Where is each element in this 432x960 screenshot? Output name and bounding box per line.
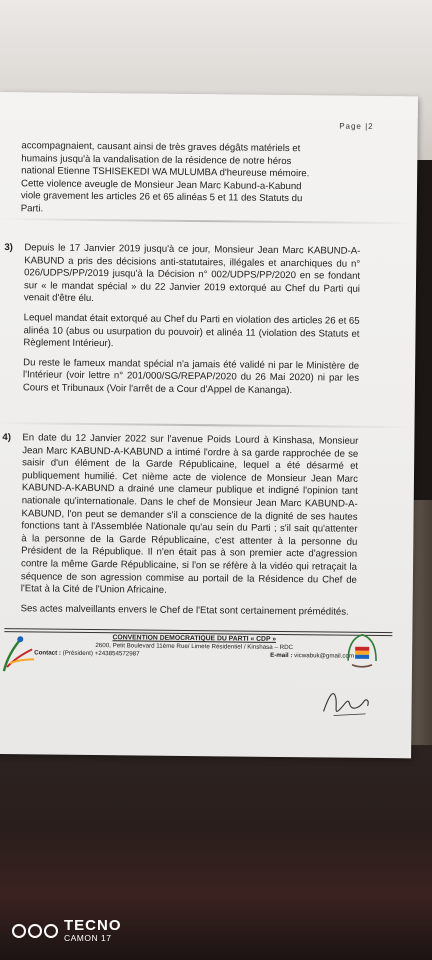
paper-fold-line xyxy=(0,422,415,428)
footer-organization: CONVENTION DEMOCRATIQUE DU PARTI « CDP » xyxy=(112,634,277,643)
intro-line: humains jusqu'à la vandalisation de la résidence de notre héros xyxy=(21,152,292,167)
party-emblem-right-icon xyxy=(344,631,380,671)
handwritten-signature-icon xyxy=(319,685,373,720)
list-item-4 xyxy=(2,432,362,618)
intro-line: Parti. xyxy=(20,203,44,215)
footer-address: 2600, Petit Boulevard 11ème Rue/ Limete Résidentiel / Kinshasa – RDC xyxy=(95,642,294,652)
list-item-3 xyxy=(4,242,364,397)
item-paragraph: Du reste le fameux mandat spécial n'a jamais été validé ni par le Ministère de l'Intérieur (voir lettre n° 201/000/SG/REPAP/2020 du 26 Mai 2020) ni par les Cours et Tribunaux (Voir l'arrêt de a Cour d'Appel de Kananga). xyxy=(22,357,360,397)
item-number: 4) xyxy=(2,432,11,444)
footer-email: E-mail : vicwabuk@gmail.com xyxy=(270,651,355,660)
intro-line: accompagnaient, causant ainsi de très graves dégâts matériels et xyxy=(21,140,301,155)
item-paragraph: Depuis le 17 Janvier 2019 jusqu'à ce jour, Monsieur Jean Marc KABUND-A-KABUND a pris des décisions anti-statutaires, illégales et anarchiques du n° 026/UDPS/PP/2019 jusqu'à la Décision n° 002/UDPS/PP/2020 en se fondant sur « le mandat spécial » du 22 Janvier 2019 extorqué au Chef du Parti qui venait d'être élu. xyxy=(23,242,361,305)
watermark-brand: TECNO xyxy=(64,917,122,934)
item-paragraph: Lequel mandat était extorqué au Chef du Parti en violation des articles 26 et 65 alinéa 10 (abus ou usurpation du pouvoir) et alinéa 11 (violation des Statuts et Règlement Intérieur). xyxy=(23,312,360,350)
watermark-model: CAMON 17 xyxy=(64,933,112,943)
document-page xyxy=(0,92,418,758)
footer-contact-block xyxy=(34,633,354,660)
item-number: 3) xyxy=(4,242,13,254)
intro-line: Cette violence aveugle de Monsieur Jean Marc Kabund-a-Kabund xyxy=(20,178,302,192)
footer-contact: Contact : (Président) +243854572987 xyxy=(34,649,140,658)
item-body xyxy=(20,432,358,626)
camera-lens-icon xyxy=(12,924,58,938)
party-logo-left-icon xyxy=(0,627,38,675)
camera-watermark xyxy=(12,918,122,943)
intro-line: national Etienne TSHISEKEDI WA MULUMBA d'heureuse mémoire. xyxy=(21,165,310,180)
paper-fold-line xyxy=(0,218,417,224)
intro-line: viole gravement les articles 26 et 65 alinéas 5 et 11 des Statuts du xyxy=(20,190,303,205)
item-paragraph: Ses actes malveillants envers le Chef de l'Etat sont certainement prémédités. xyxy=(20,602,349,618)
item-paragraph: En date du 12 Janvier 2022 sur l'avenue Poids Lourd à Kinshasa, Monsieur Jean Marc KABUND-A-KABUND a intimé l'ordre à sa garde rapprochée de se saisir d'un élément de la Garde Républicaine, lequel a été désarmé et publiquement humilié. Cet nième acte de violence de Monsieur Jean Marc KABUND-A-KABUND a drainé une clameur publique et indigné l'opinion tant nationale qu'internationale. Dans le chef de Monsieur Jean Marc KABUND-A-KABUND, l'on peut se demander s'il a conscience de la dignité de ses hautes fonctions tant à l'Assemblée Nationale qu'au sein du Parti ; s'il sait qu'attenter à la personne de la Garde Républicaine, c'est attenter à la personne du Président de la République. Il n'en était pas à son premier acte d'agression contre la même Garde Républicaine, si l'on se réfère à la vidéo qui retraçait la séquence de son agression commise au portail de la Résidence du Chef de l'Etat à la Cité de l'Union Africaine. xyxy=(20,432,359,596)
intro-paragraph xyxy=(21,140,352,219)
page-number: Page |2 xyxy=(339,121,374,131)
item-body xyxy=(23,242,361,405)
